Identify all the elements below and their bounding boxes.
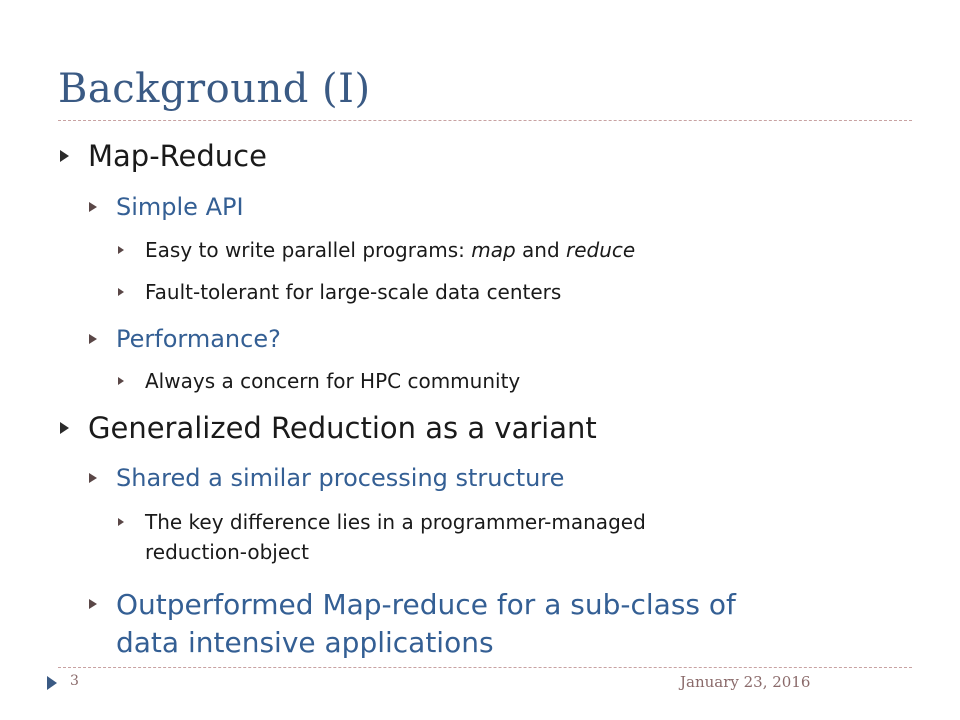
bullet-text-emphasis-map: map bbox=[471, 238, 516, 262]
bullet-text-plain: and bbox=[515, 238, 567, 262]
bullet-text-line-1: The key difference lies in a programmer-managed bbox=[145, 510, 646, 534]
bullet-text-emphasis-reduce: reduce bbox=[566, 238, 636, 262]
bullet-text-line-1: Outperformed Map-reduce for a sub-class of bbox=[116, 588, 736, 621]
footer-divider bbox=[58, 667, 912, 668]
bullet-arrow-icon bbox=[89, 599, 97, 609]
bullet-arrow-icon bbox=[60, 422, 69, 434]
bullet-text: Generalized Reduction as a variant bbox=[88, 411, 597, 445]
footer-date: January 23, 2016 bbox=[680, 673, 811, 691]
bullet-arrow-icon bbox=[118, 288, 124, 296]
bullet-arrow-icon bbox=[118, 518, 124, 526]
bullet-arrow-icon bbox=[89, 473, 97, 483]
bullet-text: Performance? bbox=[116, 325, 281, 353]
bullet-arrow-icon bbox=[89, 202, 97, 212]
bullet-text: Map-Reduce bbox=[88, 139, 267, 173]
bullet-text: Shared a similar processing structure bbox=[116, 464, 565, 492]
bullet-text-line-2: reduction-object bbox=[145, 540, 309, 564]
bullet-text-line-2: data intensive applications bbox=[116, 626, 494, 659]
page-number: 3 bbox=[70, 673, 79, 689]
bullet-text: Simple API bbox=[116, 193, 244, 221]
bullet-text-plain: Easy to write parallel programs: bbox=[145, 238, 472, 262]
bullet-arrow-icon bbox=[118, 377, 124, 385]
bullet-text: Always a concern for HPC community bbox=[145, 369, 521, 393]
bullet-text bbox=[145, 235, 635, 265]
bullet-arrow-icon bbox=[118, 246, 124, 254]
bullet-arrow-icon bbox=[60, 150, 69, 162]
slide-title: Background (I) bbox=[58, 66, 371, 112]
footer-arrow-icon bbox=[47, 676, 57, 690]
bullet-text: Fault-tolerant for large-scale data centers bbox=[145, 280, 562, 304]
bullet-arrow-icon bbox=[89, 334, 97, 344]
